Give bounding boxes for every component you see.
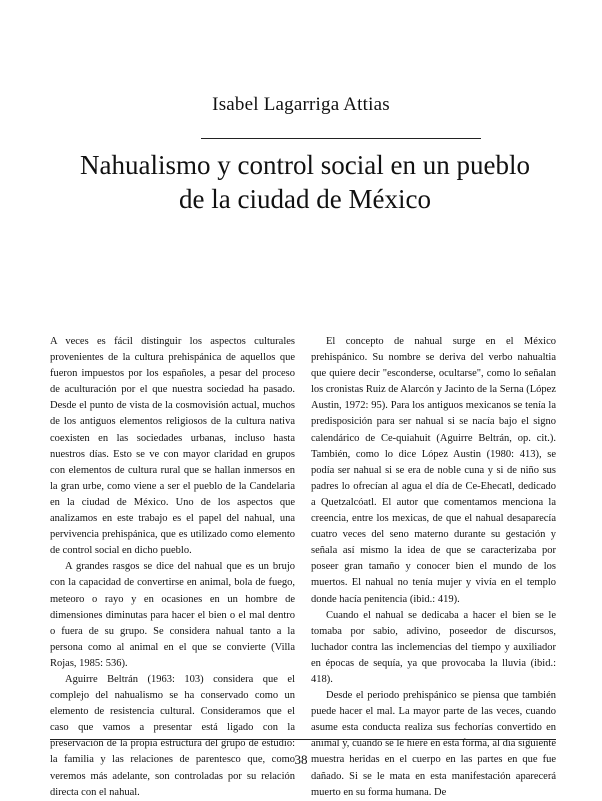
paragraph: El concepto de nahual surge en el México prehispánico. Su nombre se deriva del verbo nahualtia que quiere decir "esconderse, ocultarse", como lo señalan los cronistas Ruiz de Alarcón y Jacinto de la Serna (López Austin, 1972: 95). Para los antiguos mexicanos se tenía la predisposición para ser nahual si se nacía bajo el signo calendárico de Ce-quiahuit (Aguirre Beltrán, op. cit.). También, como lo dice López Austin (1980: 413), se podía ser nahual si se era de noble cuna y si de niño sus padres lo ofrecían al agua el día de Ce-Ehecatl, dedicado a Quetzalcóatl. El autor que comentamos menciona la creencia, entre los mexicas, de que el nahual desaparecía cuatro veces del seno materno durante su gestación y señala así mismo la idea de que se caracterizaba por poseer gran tamaño y conocer bien el mundo de los muertos. El nahual no tenía mujer y vivía en el templo donde hacía penitencia (ibid.: 419). bbox=[311, 336, 556, 605]
article-title bbox=[60, 148, 550, 216]
footer-divider bbox=[50, 739, 556, 740]
title-divider bbox=[201, 138, 481, 139]
paragraph: A grandes rasgos se dice del nahual que es un brujo con la capacidad de convertirse en animal, bola de fuego, meteoro o rayo y en ocasiones en un hombre de dimensiones diminutas para hacer el bien o el mal dentro o fuera de su grupo. Se considera nahual tanto a la persona como al animal en el que se convierte (Villa Rojas, 1985: 536). bbox=[50, 561, 295, 669]
paragraph: Aguirre Beltrán (1963: 103) considera que el complejo del nahualismo se ha conservado como un elemento de resistencia cultural. Consideramos que el caso que vamos a presentar está ligado con la preservación de la propia estructura del grupo de estudio: la familia y las relaciones de parentesco que, como veremos más adelante, son controladas por su relación directa con el nahual. bbox=[50, 673, 295, 798]
title-line-2: de la ciudad de México bbox=[179, 184, 431, 214]
paragraph: Desde el periodo prehispánico se piensa que también puede hacer el mal. La mayor parte de las veces, cuando asume esta conducta realiza sus fechorías convertido en animal y, cuando se le hiere en esta forma, al día siguiente muestra heridas en el cuerpo en las partes en que fue dañado. Si se le mata en esta manifestación aparecerá muerto en su forma humana. De bbox=[311, 690, 556, 798]
paragraph: Cuando el nahual se dedicaba a hacer el bien se le tomaba por sabio, adivino, poseedor de discursos, luchador contra las inclemencias del tiempo y auxiliador en épocas de sequía, ya que provocaba la lluvia (ibid.: 418). bbox=[311, 609, 556, 685]
page-number: 38 bbox=[294, 752, 308, 767]
right-column bbox=[311, 334, 556, 801]
left-column bbox=[50, 334, 295, 801]
author-name: Isabel Lagarriga Attias bbox=[212, 94, 390, 115]
paragraph: A veces es fácil distinguir los aspectos culturales provenientes de la cultura prehispánica de aquellos que fueron impuestos por los españoles, a pesar del proceso de aculturación por el que nuestra sociedad ha pasado. Desde el punto de vista de la cosmovisión actual, muchos de los antiguos elementos religiosos de la cultura nativa coexisten en las sociedades urbanas, incluso hasta nuestros días. Esto se ve con mayor claridad en grupos con elementos de cultura rural que se hallan inmersos en la gran urbe, como viene a ser el pueblo de la Candelaria en la ciudad de México. Uno de los aspectos que analizamos en este trabajo es el papel del nahual, una pervivencia prehispánica, que es utilizado como elemento de control social en dicho pueblo. bbox=[50, 336, 295, 557]
title-line-1: Nahualismo y control social en un pueblo bbox=[80, 150, 530, 180]
